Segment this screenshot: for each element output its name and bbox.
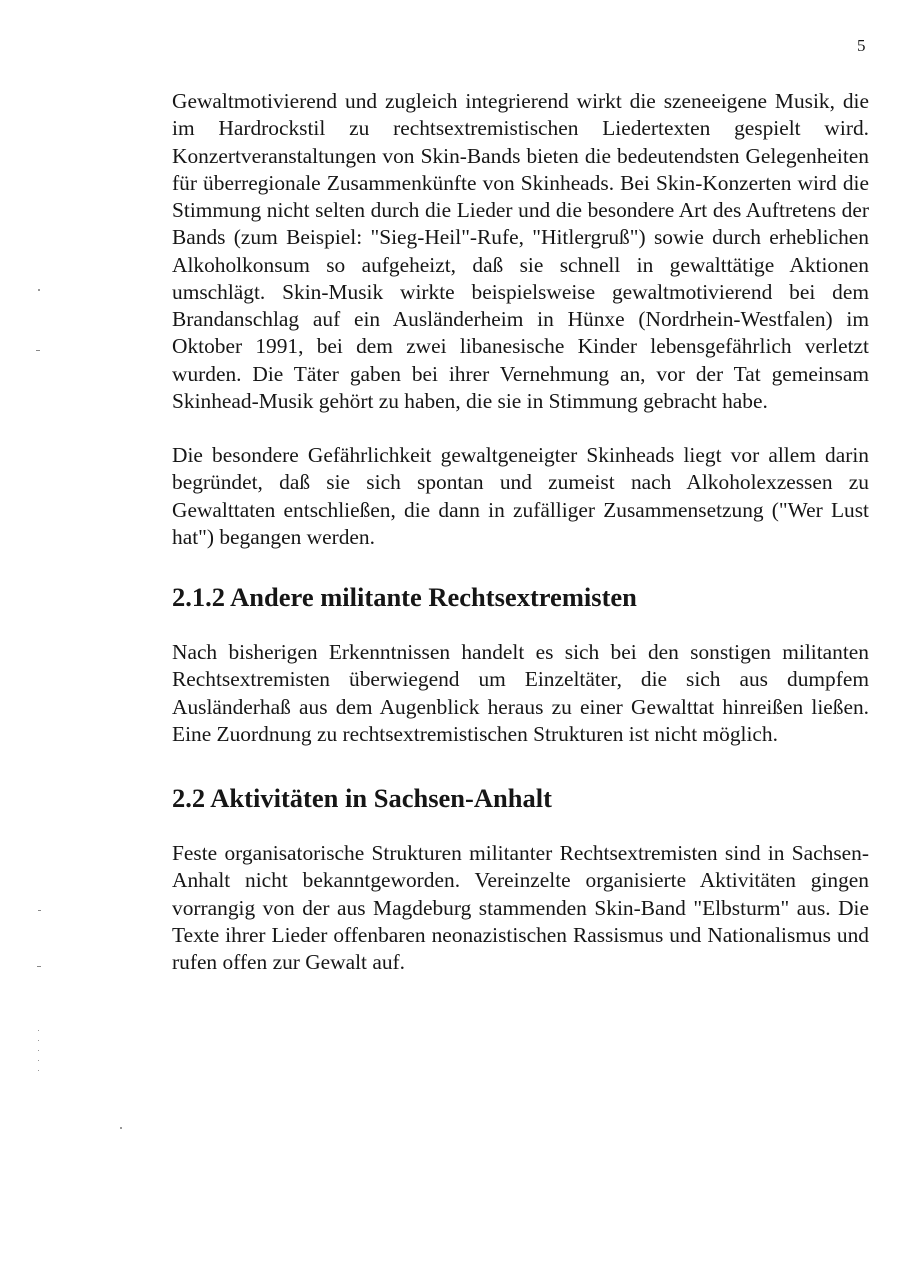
scan-speck (38, 1060, 39, 1061)
scan-speck (37, 966, 41, 967)
scan-speck (38, 1050, 39, 1051)
scan-speck (38, 1030, 39, 1031)
scan-speck (38, 910, 41, 911)
document-body (172, 88, 869, 976)
paragraph-saxony-anhalt: Feste organisatorische Strukturen militanter Rechtsextremisten sind in Sachsen-Anhalt nicht bekanntgeworden. Vereinzelte organisierte Aktivitäten gingen vorrangig von der aus Magdeburg stammenden Skin-Band "Elbsturm" aus. Die Texte ihrer Lieder offenbaren neonazistischen Rassismus und Nationalismus und rufen offen zur Gewalt auf. (172, 841, 869, 974)
page-number: 5 (857, 36, 866, 55)
paragraph-skin-music: Gewaltmotivierend und zugleich integrierend wirkt die szeneeigene Musik, die im Hardrockstil zu rechtsextremistischen Liedertexten gespielt wird. Konzertveranstaltungen von Skin-Bands bieten die bedeutendsten Gelegenheiten für überregionale Zusammenkünfte von Skinheads. Bei Skin-Konzerten wird die Stimmung nicht selten durch die Lieder und die besondere Art des Auftretens der Bands (zum Beispiel: "Sieg-Heil"-Rufe, "Hitlergruß") sowie durch erheblichen Alkoholkonsum so aufgeheizt, daß sie schnell in gewalttätige Aktionen umschlägt. Skin-Musik wirkte beispielsweise gewaltmotivierend bei dem Brandanschlag auf ein Ausländerheim in Hünxe (Nordrhein-Westfalen) im Oktober 1991, bei dem zwei libanesische Kinder lebensgefährlich verletzt wurden. Die Täter gaben bei ihrer Vernehmung an, vor der Tat gemeinsam Skinhead-Musik gehört zu haben, die sie in Stimmung gebracht habe. (172, 89, 869, 413)
scan-speck (38, 1040, 39, 1041)
section-heading-2-1-2: 2.1.2 Andere militante Rechtsextremisten (172, 582, 637, 612)
paragraph-skinhead-danger: Die besondere Gefährlichkeit gewaltgeneigter Skinheads liegt vor allem darin begründet, daß sie sich spontan und zumeist nach Alkoholexzessen zu Gewalttaten entschließen, die dann in zufälliger Zusammensetzung ("Wer Lust hat") begangen werden. (172, 443, 869, 549)
paragraph-other-militants: Nach bisherigen Erkenntnissen handelt es sich bei den sonstigen militanten Rechtsextremisten überwiegend um Einzeltäter, die sich aus dumpfem Ausländerhaß aus dem Augenblick heraus zu einer Gewalttat hinreißen ließen. Eine Zuordnung zu rechtsextremistischen Strukturen ist nicht möglich. (172, 640, 869, 746)
scan-speck (38, 1070, 39, 1071)
scan-speck (120, 1127, 122, 1129)
scan-speck (38, 289, 40, 291)
section-heading-2-2: 2.2 Aktivitäten in Sachsen-Anhalt (172, 783, 552, 813)
scan-speck (36, 350, 40, 351)
